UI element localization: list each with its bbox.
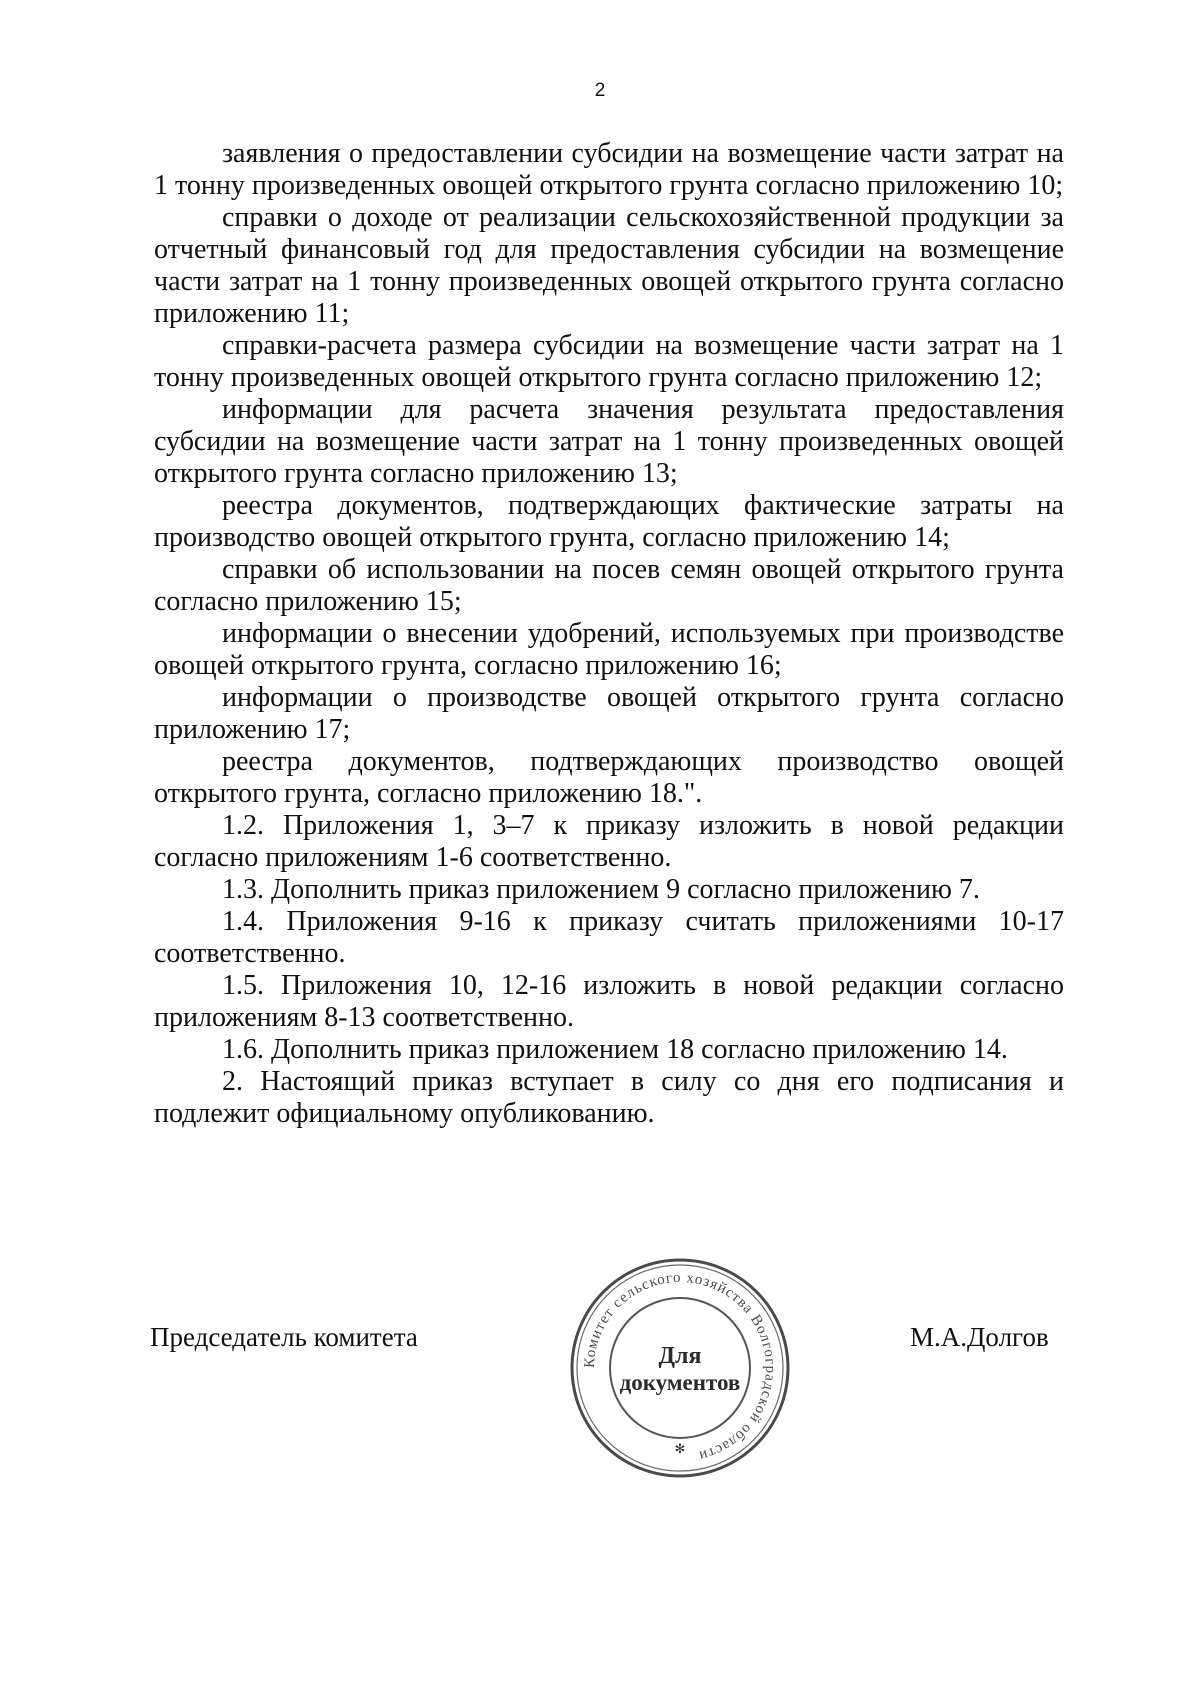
paragraph: справки-расчета размера субсидии на возмещение части затрат на 1 тонну произведенных овощей открытого грунта согласно приложению 12;	[154, 330, 1064, 393]
stamp-star-icon: ✻	[674, 1442, 686, 1457]
signer-name: М.А.Долгов	[910, 1322, 1049, 1352]
stamp-center-line1: Для	[658, 1343, 702, 1369]
paragraph: заявления о предоставлении субсидии на возмещение части затрат на 1 тонну произведенных овощей открытого грунта согласно приложению 10;	[154, 138, 1064, 201]
paragraph: информации для расчета значения результата предоставления субсидии на возмещение части затрат на 1 тонну произведенных овощей открытого грунта согласно приложению 13;	[154, 394, 1064, 489]
paragraph: 1.6. Дополнить приказ приложением 18 согласно приложению 14.	[222, 1034, 1008, 1065]
paragraph: 1.3. Дополнить приказ приложением 9 согласно приложению 7.	[222, 874, 980, 905]
paragraph: реестра документов, подтверждающих производство овощей открытого грунта, согласно приложению 18.".	[154, 746, 1064, 809]
paragraph: реестра документов, подтверждающих фактические затраты на производство овощей открытого грунта, согласно приложению 14;	[154, 490, 1064, 553]
paragraph: информации о производстве овощей открытого грунта согласно приложению 17;	[154, 682, 1064, 745]
paragraph: 1.5. Приложения 10, 12-16 изложить в новой редакции согласно приложениям 8-13 соответственно.	[154, 970, 1064, 1033]
paragraph: 1.4. Приложения 9-16 к приказу считать приложениями 10-17 соответственно.	[154, 906, 1064, 969]
official-stamp	[560, 1248, 800, 1488]
paragraph: справки об использовании на посев семян овощей открытого грунта согласно приложению 15;	[154, 554, 1064, 617]
stamp-outer-text: Комитет сельского хозяйства Волгоградской области	[581, 1269, 779, 1464]
signer-title: Председатель комитета	[150, 1322, 418, 1352]
paragraph: 2. Настоящий приказ вступает в силу со дня его подписания и подлежит официальному опубликованию.	[154, 1066, 1064, 1129]
paragraph: 1.2. Приложения 1, 3–7 к приказу изложить в новой редакции согласно приложениям 1-6 соответственно.	[154, 810, 1064, 873]
stamp-center-line2: документов	[619, 1370, 741, 1395]
order-body	[154, 138, 1064, 1130]
paragraph: справки о доходе от реализации сельскохозяйственной продукции за отчетный финансовый год для предоставления субсидии на возмещение части затрат на 1 тонну произведенных овощей открытого грунта согласно приложению 11;	[154, 202, 1064, 329]
page-number: 2	[594, 80, 606, 101]
paragraph: информации о внесении удобрений, используемых при производстве овощей открытого грунта, согласно приложению 16;	[154, 618, 1064, 681]
